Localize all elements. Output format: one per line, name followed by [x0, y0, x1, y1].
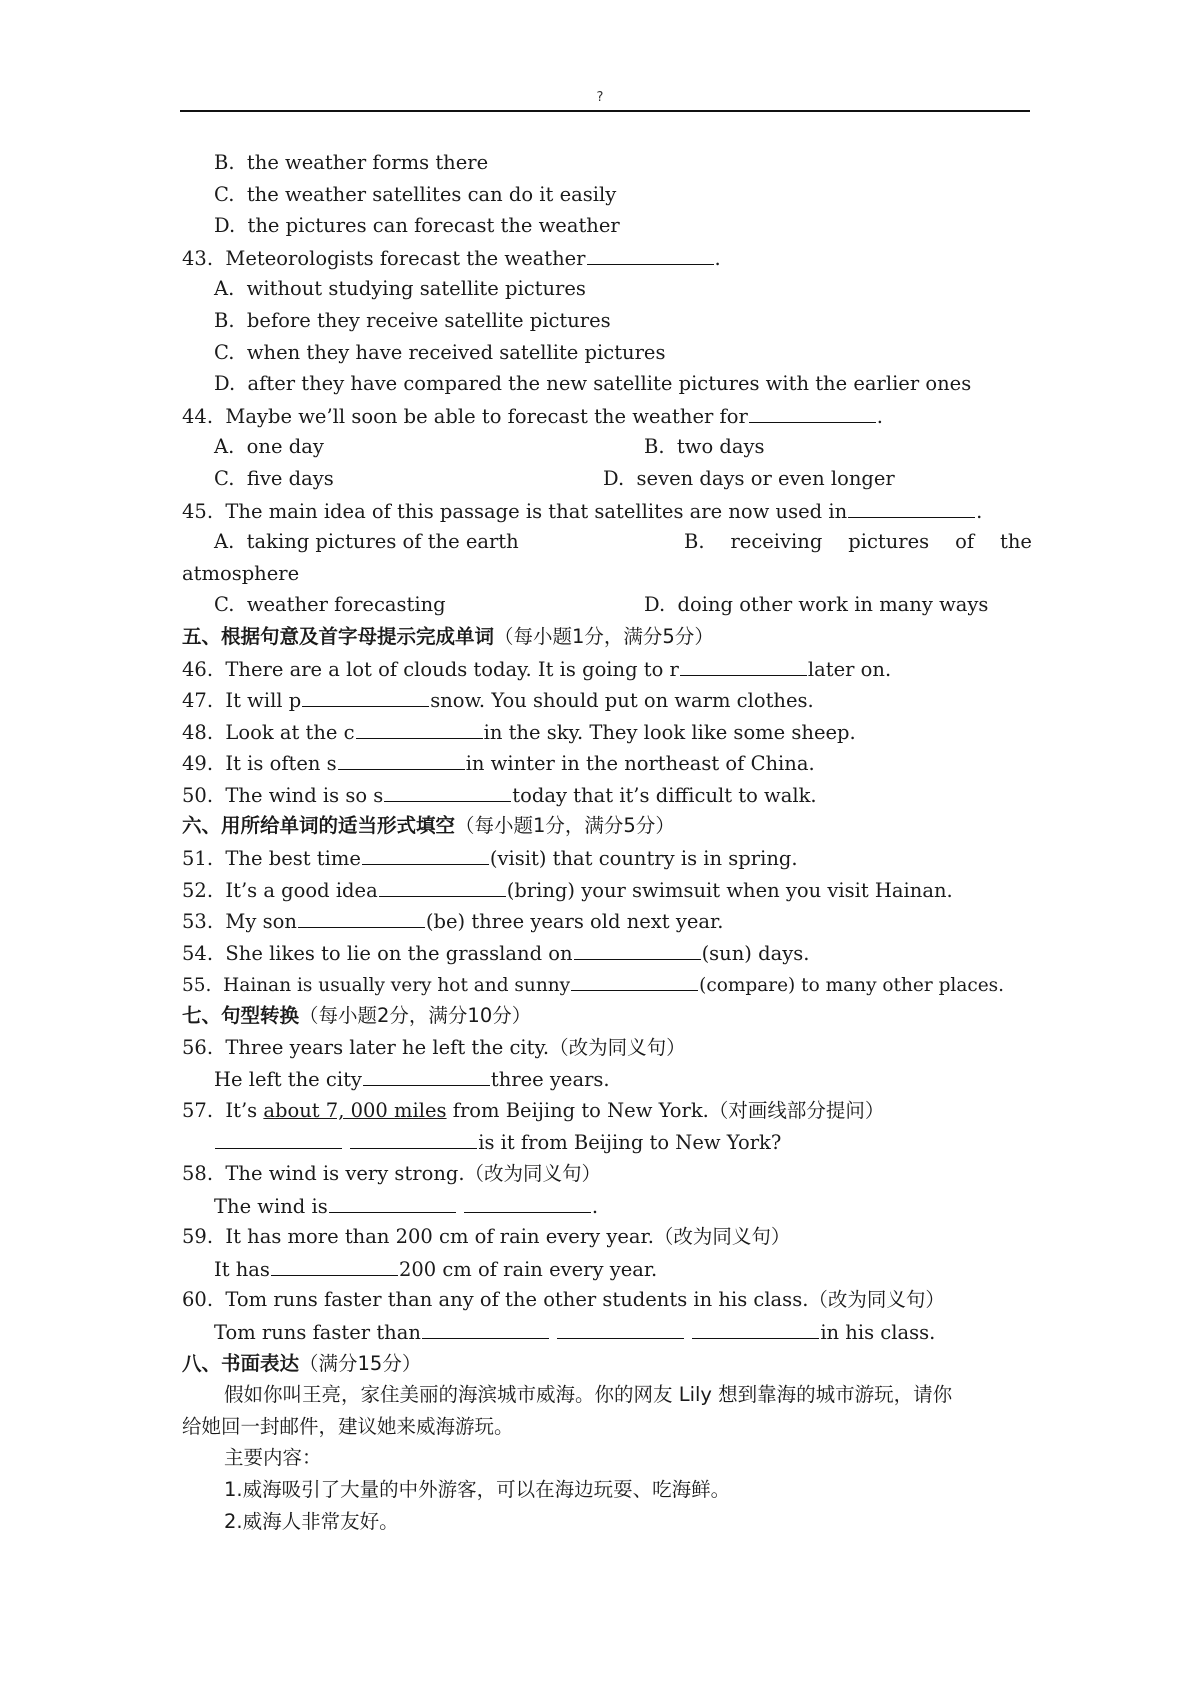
answer-blank[interactable] [587, 242, 714, 265]
q45-option-a: A. taking pictures of the earth [214, 530, 519, 554]
section-5-heading: 五、根据句意及首字母提示完成单词（每小题1分，满分5分） [182, 624, 714, 648]
q60-stem: 60. Tom runs faster than any of the other students in his class.（改为同义句） [182, 1288, 945, 1312]
answer-blank[interactable] [692, 1316, 819, 1339]
answer-blank[interactable] [574, 937, 701, 960]
q45-option-b: B. receiving pictures of the [684, 530, 1032, 554]
answer-blank[interactable] [329, 1190, 456, 1213]
q59-answer: It has 200 cm of rain every year. [182, 1253, 1032, 1285]
answer-blank[interactable] [356, 716, 483, 739]
writing-point-2: 2.威海人非常友好。 [224, 1509, 399, 1533]
underlined-phrase: about 7, 000 miles [263, 1098, 447, 1122]
q43-stem: 43. Meteorologists forecast the weather . [182, 242, 1032, 274]
q43-option-a: A. without studying satellite pictures [214, 277, 586, 301]
q47: 47. It will p snow. You should put on warm clothes. [182, 684, 1032, 716]
answer-blank[interactable] [379, 874, 506, 897]
q50: 50. The wind is so s today that it’s difficult to walk. [182, 779, 1032, 811]
section-6-heading: 六、用所给单词的适当形式填空（每小题1分，满分5分） [182, 814, 675, 838]
answer-blank[interactable] [680, 653, 807, 676]
answer-blank[interactable] [464, 1190, 591, 1213]
answer-blank[interactable] [302, 684, 429, 707]
answer-blank[interactable] [384, 779, 511, 802]
q44-option-d: D. seven days or even longer [603, 466, 895, 490]
q42-option-c: C. the weather satellites can do it easily [214, 182, 617, 206]
answer-blank[interactable] [848, 495, 975, 518]
q58-answer: The wind is . [182, 1190, 1032, 1222]
section-8-heading: 八、书面表达（满分15分） [182, 1351, 422, 1375]
q59-stem: 59. It has more than 200 cm of rain every year.（改为同义句） [182, 1225, 791, 1249]
q48: 48. Look at the c in the sky. They look like some sheep. [182, 716, 1032, 748]
q42-option-b: B. the weather forms there [214, 151, 489, 174]
q44-options-row2 [182, 463, 1032, 495]
writing-prompt-line-1: 假如你叫王亮，家住美丽的海滨城市威海。你的网友 Lily 想到靠海的城市游玩，请你 [224, 1383, 953, 1407]
answer-blank[interactable] [338, 747, 465, 770]
answer-blank[interactable] [363, 1063, 490, 1086]
answer-blank[interactable] [350, 1126, 477, 1149]
q58-stem: 58. The wind is very strong.（改为同义句） [182, 1162, 602, 1185]
answer-blank[interactable] [571, 968, 698, 991]
q43-option-d: D. after they have compared the new satellite pictures with the earlier ones [214, 372, 972, 396]
q54: 54. She likes to lie on the grassland on (sun) days. [182, 937, 1032, 969]
answer-blank[interactable] [422, 1316, 549, 1339]
q53: 53. My son (be) three years old next year. [182, 905, 1032, 937]
q56-stem: 56. Three years later he left the city.（改为同义句） [182, 1035, 686, 1059]
q44-options-row1 [182, 431, 1032, 463]
header-mark: ? [596, 90, 604, 105]
q44-option-c: C. five days [214, 466, 334, 490]
q44-option-b: B. two days [644, 435, 765, 459]
q43-option-c: C. when they have received satellite pictures [214, 340, 666, 364]
answer-blank[interactable] [557, 1316, 684, 1339]
q45-option-c: C. weather forecasting [214, 593, 446, 617]
q55: 55. Hainan is usually very hot and sunny (compare) to many other places. [182, 968, 1032, 1000]
q60-answer: Tom runs faster than in his class. [182, 1316, 1032, 1348]
writing-prompt-line-2: 给她回一封邮件，建议她来威海游玩。 [182, 1414, 514, 1438]
q44-option-a: A. one day [214, 435, 324, 459]
q44-stem: 44. Maybe we’ll soon be able to forecast the weather for . [182, 400, 1032, 432]
q45-options-row2 [182, 589, 1032, 621]
q46: 46. There are a lot of clouds today. It is going to r later on. [182, 653, 1032, 685]
q57-answer: is it from Beijing to New York? [182, 1126, 1032, 1158]
q45-stem: 45. The main idea of this passage is that satellites are now used in . [182, 495, 1032, 527]
q56-answer: He left the city three years. [182, 1063, 1032, 1095]
q51: 51. The best time (visit) that country is in spring. [182, 842, 1032, 874]
writing-point-1: 1.威海吸引了大量的中外游客，可以在海边玩耍、吃海鲜。 [224, 1477, 731, 1501]
writing-main-content-label: 主要内容： [224, 1446, 322, 1470]
header-rule [180, 110, 1030, 112]
q45-option-b-continued: atmosphere [182, 561, 300, 585]
answer-blank[interactable] [298, 905, 425, 928]
q43-option-b: B. before they receive satellite pictures [214, 308, 611, 332]
exam-page-content [182, 147, 1032, 1537]
q57-stem: 57. It’s about 7, 000 miles from Beijing to New York.（对画线部分提问） [182, 1098, 885, 1122]
q45-options-row1 [182, 526, 1032, 558]
q42-option-d: D. the pictures can forecast the weather [214, 214, 620, 238]
answer-blank[interactable] [271, 1253, 398, 1276]
q49: 49. It is often s in winter in the northeast of China. [182, 747, 1032, 779]
answer-blank[interactable] [362, 842, 489, 865]
answer-blank[interactable] [215, 1126, 342, 1149]
section-7-heading: 七、句型转换（每小题2分，满分10分） [182, 1004, 532, 1028]
q45-option-d: D. doing other work in many ways [644, 593, 989, 617]
answer-blank[interactable] [749, 400, 876, 423]
q52: 52. It’s a good idea (bring) your swimsuit when you visit Hainan. [182, 874, 1032, 906]
